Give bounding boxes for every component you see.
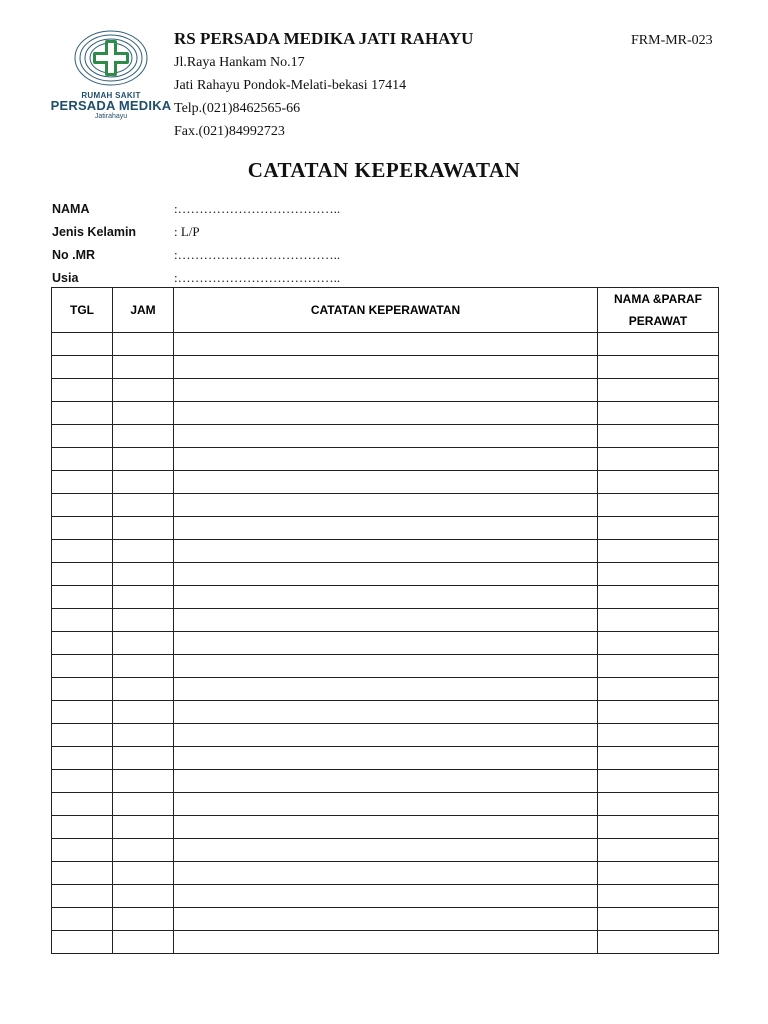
- cell-catatan[interactable]: [174, 770, 598, 793]
- cell-tgl[interactable]: [52, 586, 113, 609]
- cell-tgl[interactable]: [52, 402, 113, 425]
- table-row: [52, 816, 719, 839]
- cell-jam[interactable]: [113, 885, 174, 908]
- hospital-logo: [50, 28, 172, 124]
- cell-jam[interactable]: [113, 402, 174, 425]
- cell-jam[interactable]: [113, 793, 174, 816]
- table-row: [52, 333, 719, 356]
- cell-tgl[interactable]: [52, 356, 113, 379]
- cell-catatan[interactable]: [174, 632, 598, 655]
- column-header-nama-paraf: [598, 288, 719, 333]
- cell-jam[interactable]: [113, 655, 174, 678]
- cell-nama-paraf[interactable]: [598, 931, 719, 954]
- field-value-nama[interactable]: :………………………………..: [174, 201, 341, 216]
- table-row: [52, 540, 719, 563]
- table-row: [52, 678, 719, 701]
- cell-jam[interactable]: [113, 908, 174, 931]
- cell-catatan[interactable]: [174, 724, 598, 747]
- table-row: [52, 379, 719, 402]
- cell-jam[interactable]: [113, 931, 174, 954]
- cell-nama-paraf[interactable]: [598, 701, 719, 724]
- column-header-nama-paraf-line2: PERAWAT: [628, 314, 688, 328]
- cell-nama-paraf[interactable]: [598, 425, 719, 448]
- cell-tgl[interactable]: [52, 655, 113, 678]
- field-label-jenis-kelamin: Jenis Kelamin: [52, 225, 137, 239]
- field-label-nama: NAMA: [52, 202, 90, 216]
- cell-nama-paraf[interactable]: [598, 379, 719, 402]
- cell-tgl[interactable]: [52, 563, 113, 586]
- cell-nama-paraf[interactable]: [598, 724, 719, 747]
- hospital-name: RS PERSADA MEDIKA JATI RAHAYU: [174, 29, 474, 48]
- cell-jam[interactable]: [113, 471, 174, 494]
- cell-jam[interactable]: [113, 448, 174, 471]
- cell-nama-paraf[interactable]: [598, 563, 719, 586]
- cell-tgl[interactable]: [52, 333, 113, 356]
- table-row: [52, 793, 719, 816]
- cell-jam[interactable]: [113, 563, 174, 586]
- cell-catatan[interactable]: [174, 655, 598, 678]
- logo-text-line1: RUMAH SAKIT: [81, 91, 141, 100]
- nursing-notes-table: [51, 287, 719, 954]
- cell-tgl[interactable]: [52, 862, 113, 885]
- table-row: [52, 770, 719, 793]
- cell-catatan[interactable]: [174, 402, 598, 425]
- cell-nama-paraf[interactable]: [598, 793, 719, 816]
- cell-catatan[interactable]: [174, 586, 598, 609]
- form-code: FRM-MR-023: [631, 33, 713, 48]
- cell-nama-paraf[interactable]: [598, 908, 719, 931]
- cell-catatan[interactable]: [174, 563, 598, 586]
- table-row: [52, 839, 719, 862]
- cell-jam[interactable]: [113, 425, 174, 448]
- table-row: [52, 609, 719, 632]
- column-header-catatan: CATATAN KEPERAWATAN: [174, 288, 598, 333]
- fax-number: Fax.(021)84992723: [174, 124, 285, 139]
- cell-catatan[interactable]: [174, 609, 598, 632]
- cell-catatan[interactable]: [174, 356, 598, 379]
- field-value-usia[interactable]: :………………………………..: [174, 270, 341, 285]
- cell-catatan[interactable]: [174, 908, 598, 931]
- cell-nama-paraf[interactable]: [598, 540, 719, 563]
- cell-catatan[interactable]: [174, 448, 598, 471]
- cell-tgl[interactable]: [52, 379, 113, 402]
- address-line-2: Jati Rahayu Pondok-Melati-bekasi 17414: [174, 78, 407, 93]
- cell-tgl[interactable]: [52, 540, 113, 563]
- column-header-tgl: TGL: [52, 288, 113, 333]
- table-body: [52, 333, 719, 954]
- cell-tgl[interactable]: [52, 908, 113, 931]
- cell-jam[interactable]: [113, 701, 174, 724]
- cell-catatan[interactable]: [174, 425, 598, 448]
- table-row: [52, 724, 719, 747]
- cell-nama-paraf[interactable]: [598, 586, 719, 609]
- logo-cross-icon: [72, 28, 150, 90]
- cell-jam[interactable]: [113, 356, 174, 379]
- cell-tgl[interactable]: [52, 448, 113, 471]
- phone-number: Telp.(021)8462565-66: [174, 101, 301, 116]
- field-value-no-mr[interactable]: :………………………………..: [174, 247, 341, 262]
- cell-jam[interactable]: [113, 586, 174, 609]
- cell-tgl[interactable]: [52, 724, 113, 747]
- cell-jam[interactable]: [113, 632, 174, 655]
- cell-tgl[interactable]: [52, 471, 113, 494]
- cell-tgl[interactable]: [52, 678, 113, 701]
- cell-nama-paraf[interactable]: [598, 655, 719, 678]
- cell-catatan[interactable]: [174, 839, 598, 862]
- table-row: [52, 586, 719, 609]
- cell-catatan[interactable]: [174, 471, 598, 494]
- cell-jam[interactable]: [113, 540, 174, 563]
- cell-nama-paraf[interactable]: [598, 471, 719, 494]
- cell-jam[interactable]: [113, 747, 174, 770]
- cell-nama-paraf[interactable]: [598, 678, 719, 701]
- logo-text-line3: Jatirahayu: [94, 113, 128, 120]
- cell-jam[interactable]: [113, 770, 174, 793]
- cell-jam[interactable]: [113, 724, 174, 747]
- cell-jam[interactable]: [113, 816, 174, 839]
- cell-nama-paraf[interactable]: [598, 816, 719, 839]
- cell-nama-paraf[interactable]: [598, 632, 719, 655]
- cell-nama-paraf[interactable]: [598, 839, 719, 862]
- cell-catatan[interactable]: [174, 793, 598, 816]
- cell-jam[interactable]: [113, 609, 174, 632]
- cell-tgl[interactable]: [52, 816, 113, 839]
- table-row: [52, 563, 719, 586]
- cell-nama-paraf[interactable]: [598, 494, 719, 517]
- cell-catatan[interactable]: [174, 379, 598, 402]
- cell-catatan[interactable]: [174, 678, 598, 701]
- cell-catatan[interactable]: [174, 540, 598, 563]
- cell-nama-paraf[interactable]: [598, 333, 719, 356]
- cell-catatan[interactable]: [174, 885, 598, 908]
- cell-tgl[interactable]: [52, 931, 113, 954]
- table-row: [52, 885, 719, 908]
- cell-tgl[interactable]: [52, 770, 113, 793]
- cell-nama-paraf[interactable]: [598, 862, 719, 885]
- cell-tgl[interactable]: [52, 632, 113, 655]
- table-row: [52, 908, 719, 931]
- cell-tgl[interactable]: [52, 494, 113, 517]
- column-header-nama-paraf-line1: NAMA &PARAF: [614, 292, 702, 306]
- cell-jam[interactable]: [113, 862, 174, 885]
- field-label-no-mr: No .MR: [52, 248, 96, 262]
- cell-tgl[interactable]: [52, 839, 113, 862]
- table-row: [52, 862, 719, 885]
- cell-nama-paraf[interactable]: [598, 770, 719, 793]
- cell-catatan[interactable]: [174, 333, 598, 356]
- table-row: [52, 701, 719, 724]
- address-line-1: Jl.Raya Hankam No.17: [174, 55, 305, 70]
- cell-catatan[interactable]: [174, 747, 598, 770]
- table-row: [52, 471, 719, 494]
- table-row: [52, 402, 719, 425]
- cell-jam[interactable]: [113, 839, 174, 862]
- cell-tgl[interactable]: [52, 793, 113, 816]
- table-row: [52, 517, 719, 540]
- table-row: [52, 655, 719, 678]
- cell-catatan[interactable]: [174, 862, 598, 885]
- cell-catatan[interactable]: [174, 931, 598, 954]
- table-row: [52, 356, 719, 379]
- field-value-jenis-kelamin[interactable]: : L/P: [174, 224, 200, 239]
- cell-catatan[interactable]: [174, 701, 598, 724]
- cell-tgl[interactable]: [52, 701, 113, 724]
- table-row: [52, 494, 719, 517]
- field-label-usia: Usia: [52, 271, 79, 285]
- table-row: [52, 931, 719, 954]
- cell-tgl[interactable]: [52, 425, 113, 448]
- table-header-row: [52, 288, 719, 333]
- cell-tgl[interactable]: [52, 885, 113, 908]
- cell-jam[interactable]: [113, 333, 174, 356]
- table-row: [52, 448, 719, 471]
- cell-jam[interactable]: [113, 379, 174, 402]
- column-header-jam: JAM: [113, 288, 174, 333]
- cell-nama-paraf[interactable]: [598, 747, 719, 770]
- cell-jam[interactable]: [113, 517, 174, 540]
- cell-nama-paraf[interactable]: [598, 517, 719, 540]
- document-title: CATATAN KEPERAWATAN: [247, 158, 521, 182]
- cell-catatan[interactable]: [174, 816, 598, 839]
- cell-nama-paraf[interactable]: [598, 356, 719, 379]
- cell-nama-paraf[interactable]: [598, 609, 719, 632]
- cell-nama-paraf[interactable]: [598, 448, 719, 471]
- cell-tgl[interactable]: [52, 517, 113, 540]
- cell-nama-paraf[interactable]: [598, 402, 719, 425]
- cell-catatan[interactable]: [174, 517, 598, 540]
- cell-tgl[interactable]: [52, 609, 113, 632]
- table-row: [52, 747, 719, 770]
- cell-catatan[interactable]: [174, 494, 598, 517]
- table-row: [52, 632, 719, 655]
- cell-jam[interactable]: [113, 678, 174, 701]
- cell-jam[interactable]: [113, 494, 174, 517]
- cell-nama-paraf[interactable]: [598, 885, 719, 908]
- table-row: [52, 425, 719, 448]
- logo-text-line2: PERSADA MEDIKA: [50, 98, 172, 113]
- cell-tgl[interactable]: [52, 747, 113, 770]
